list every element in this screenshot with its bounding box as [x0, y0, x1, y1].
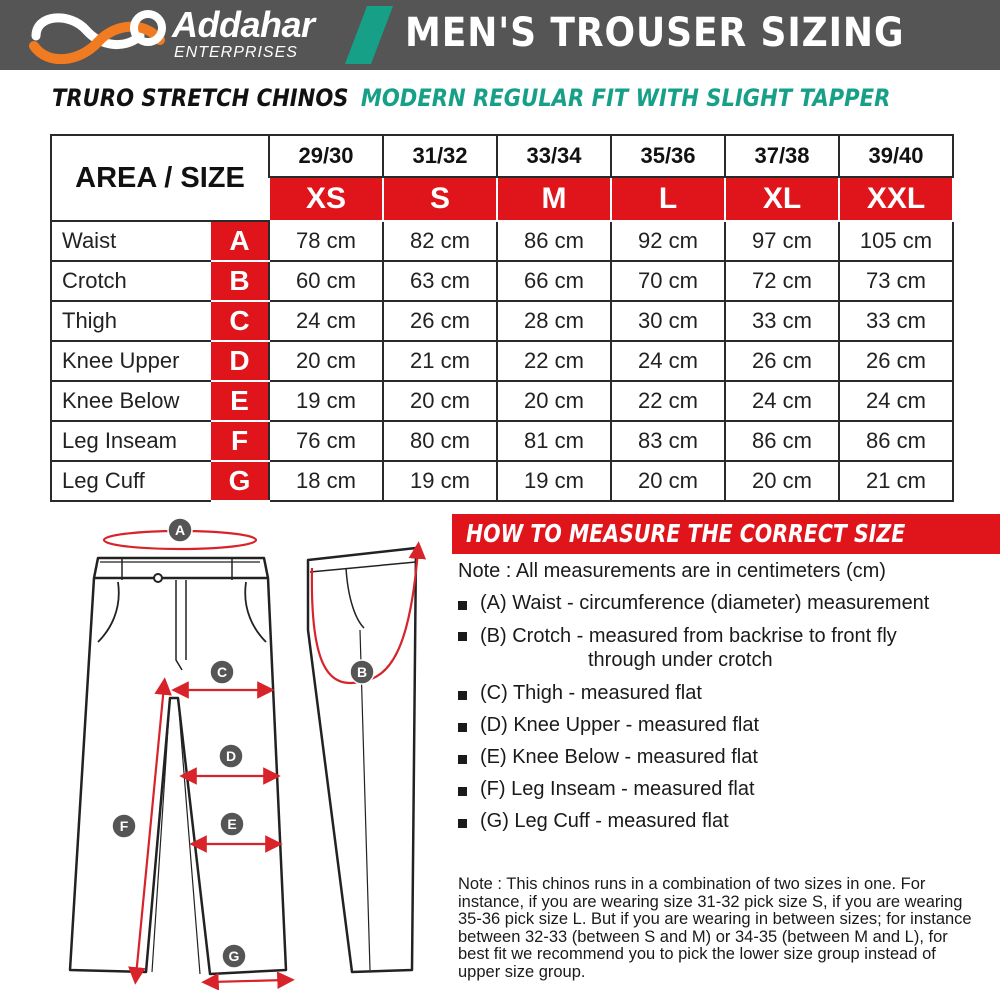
measurement-cell: 21 cm	[383, 341, 497, 381]
measurement-cell: 26 cm	[839, 341, 953, 381]
measurement-cell: 24 cm	[839, 381, 953, 421]
measurement-cell: 97 cm	[725, 221, 839, 261]
marker-letter: C	[216, 664, 228, 680]
step-text: (D) Knee Upper - measured flat	[480, 714, 760, 736]
area-name: Waist	[51, 221, 211, 261]
stripe-decoration-icon	[345, 6, 393, 64]
size-advice-note: Note : This chinos runs in a combination of two sizes in one. For instance, if you are wearing size 31-32 pick size S, if you are wearing 35-36 pick size L. But if you are wearing in between sizes; for instance between 32-33 (between S and M) or 34-35 (between M and L), for best fit we recommend you to pick the lower size group instead of upper size group.	[458, 875, 972, 981]
measurement-cell: 105 cm	[839, 221, 953, 261]
size-range: 33/34	[497, 135, 611, 177]
measurement-cell: 72 cm	[725, 261, 839, 301]
step-text-continued: through under crotch	[588, 649, 773, 671]
measurement-cell: 86 cm	[725, 421, 839, 461]
marker-letter: B	[356, 664, 368, 680]
measurement-cell: 20 cm	[611, 461, 725, 501]
header-bar	[0, 0, 1000, 70]
brand-logo-icon	[28, 6, 168, 64]
diagram-marker-f	[112, 814, 136, 838]
step-text: (G) Leg Cuff - measured flat	[480, 810, 729, 832]
measurement-cell: 86 cm	[839, 421, 953, 461]
measurement-step	[458, 778, 938, 810]
marker-letter: F	[119, 818, 129, 834]
step-text: (E) Knee Below - measured flat	[480, 746, 758, 768]
measurement-cell: 26 cm	[383, 301, 497, 341]
area-name: Knee Below	[51, 381, 211, 421]
table-row	[51, 301, 953, 341]
area-name: Knee Upper	[51, 341, 211, 381]
measurement-cell: 78 cm	[269, 221, 383, 261]
size-range: 29/30	[269, 135, 383, 177]
measurement-cell: 80 cm	[383, 421, 497, 461]
area-code-badge: B	[211, 261, 269, 301]
measurement-step	[458, 714, 938, 746]
page-title: MEN'S TROUSER SIZING	[405, 10, 905, 56]
measurement-step	[458, 810, 938, 842]
table-row	[51, 221, 953, 261]
area-name: Leg Cuff	[51, 461, 211, 501]
size-label: XL	[725, 177, 839, 221]
product-name: TRURO STRETCH CHINOS	[52, 84, 349, 112]
measurement-cell: 22 cm	[611, 381, 725, 421]
measurement-cell: 19 cm	[497, 461, 611, 501]
diagram-marker-c	[210, 660, 234, 684]
product-fit: MODERN REGULAR FIT WITH SLIGHT TAPPER	[360, 84, 891, 112]
area-code-badge: C	[211, 301, 269, 341]
table-row	[51, 381, 953, 421]
diagram-marker-g	[222, 944, 246, 968]
size-range: 37/38	[725, 135, 839, 177]
size-table	[50, 134, 954, 502]
table-row	[51, 261, 953, 301]
measurement-cell: 19 cm	[269, 381, 383, 421]
diagram-marker-b	[350, 660, 374, 684]
measurement-cell: 33 cm	[839, 301, 953, 341]
diagram-marker-e	[220, 812, 244, 836]
area-size-header: AREA / SIZE	[51, 135, 269, 221]
measurement-cell: 22 cm	[497, 341, 611, 381]
measurement-cell: 33 cm	[725, 301, 839, 341]
measurement-cell: 24 cm	[611, 341, 725, 381]
measurement-cell: 26 cm	[725, 341, 839, 381]
area-name: Crotch	[51, 261, 211, 301]
step-text: (C) Thigh - measured flat	[480, 682, 702, 704]
measurement-cell: 24 cm	[725, 381, 839, 421]
diagram-marker-d	[219, 744, 243, 768]
table-row	[51, 341, 953, 381]
measurement-cell: 63 cm	[383, 261, 497, 301]
product-heading	[52, 84, 890, 112]
measurement-cell: 73 cm	[839, 261, 953, 301]
brand-name: Addahar	[172, 4, 315, 45]
measurement-cell: 20 cm	[269, 341, 383, 381]
measurement-cell: 20 cm	[725, 461, 839, 501]
measurement-cell: 20 cm	[383, 381, 497, 421]
size-label: S	[383, 177, 497, 221]
measurement-step	[458, 592, 938, 624]
size-range: 35/36	[611, 135, 725, 177]
size-label: XXL	[839, 177, 953, 221]
measurement-cell: 92 cm	[611, 221, 725, 261]
measurement-cell: 30 cm	[611, 301, 725, 341]
diagram-marker-a	[168, 518, 192, 542]
size-range: 31/32	[383, 135, 497, 177]
area-name: Thigh	[51, 301, 211, 341]
brand-subtitle: ENTERPRISES	[174, 44, 298, 61]
size-label: L	[611, 177, 725, 221]
units-note: Note : All measurements are in centimeters (cm)	[458, 560, 886, 582]
back-trouser-outline	[308, 548, 416, 972]
size-label: M	[497, 177, 611, 221]
marker-letter: A	[174, 522, 186, 538]
table-row	[51, 421, 953, 461]
table-row	[51, 461, 953, 501]
measurement-cell: 19 cm	[383, 461, 497, 501]
measurement-cell: 18 cm	[269, 461, 383, 501]
area-code-badge: A	[211, 221, 269, 261]
area-code-badge: E	[211, 381, 269, 421]
size-label: XS	[269, 177, 383, 221]
area-code-badge: D	[211, 341, 269, 381]
step-text: (B) Crotch - measured from backrise to front fly	[480, 625, 897, 647]
size-range: 39/40	[839, 135, 953, 177]
trouser-diagram	[60, 510, 440, 990]
measurement-cell: 81 cm	[497, 421, 611, 461]
front-trouser-outline	[70, 558, 286, 974]
area-code-badge: F	[211, 421, 269, 461]
how-to-measure-title: HOW TO MEASURE THE CORRECT SIZE	[466, 519, 906, 548]
measurement-cell: 83 cm	[611, 421, 725, 461]
marker-letter: D	[225, 748, 237, 764]
measurement-steps	[458, 592, 938, 842]
step-text: (F) Leg Inseam - measured flat	[480, 778, 755, 800]
marker-letter: G	[228, 948, 240, 964]
measurement-cell: 20 cm	[497, 381, 611, 421]
measurement-cell: 86 cm	[497, 221, 611, 261]
table-body	[51, 221, 953, 501]
measurement-cell: 76 cm	[269, 421, 383, 461]
size-range-row	[51, 135, 953, 177]
measurement-cell: 82 cm	[383, 221, 497, 261]
measurement-cell: 70 cm	[611, 261, 725, 301]
marker-letter: E	[227, 816, 237, 832]
measurement-cell: 24 cm	[269, 301, 383, 341]
area-code-badge: G	[211, 461, 269, 501]
measurement-cell: 66 cm	[497, 261, 611, 301]
measurement-step	[458, 746, 938, 778]
measurement-cell: 28 cm	[497, 301, 611, 341]
measurement-cell: 60 cm	[269, 261, 383, 301]
measurement-cell: 21 cm	[839, 461, 953, 501]
area-name: Leg Inseam	[51, 421, 211, 461]
step-text: (A) Waist - circumference (diameter) measurement	[480, 592, 930, 614]
measurement-step	[458, 624, 938, 682]
measurement-step	[458, 682, 938, 714]
